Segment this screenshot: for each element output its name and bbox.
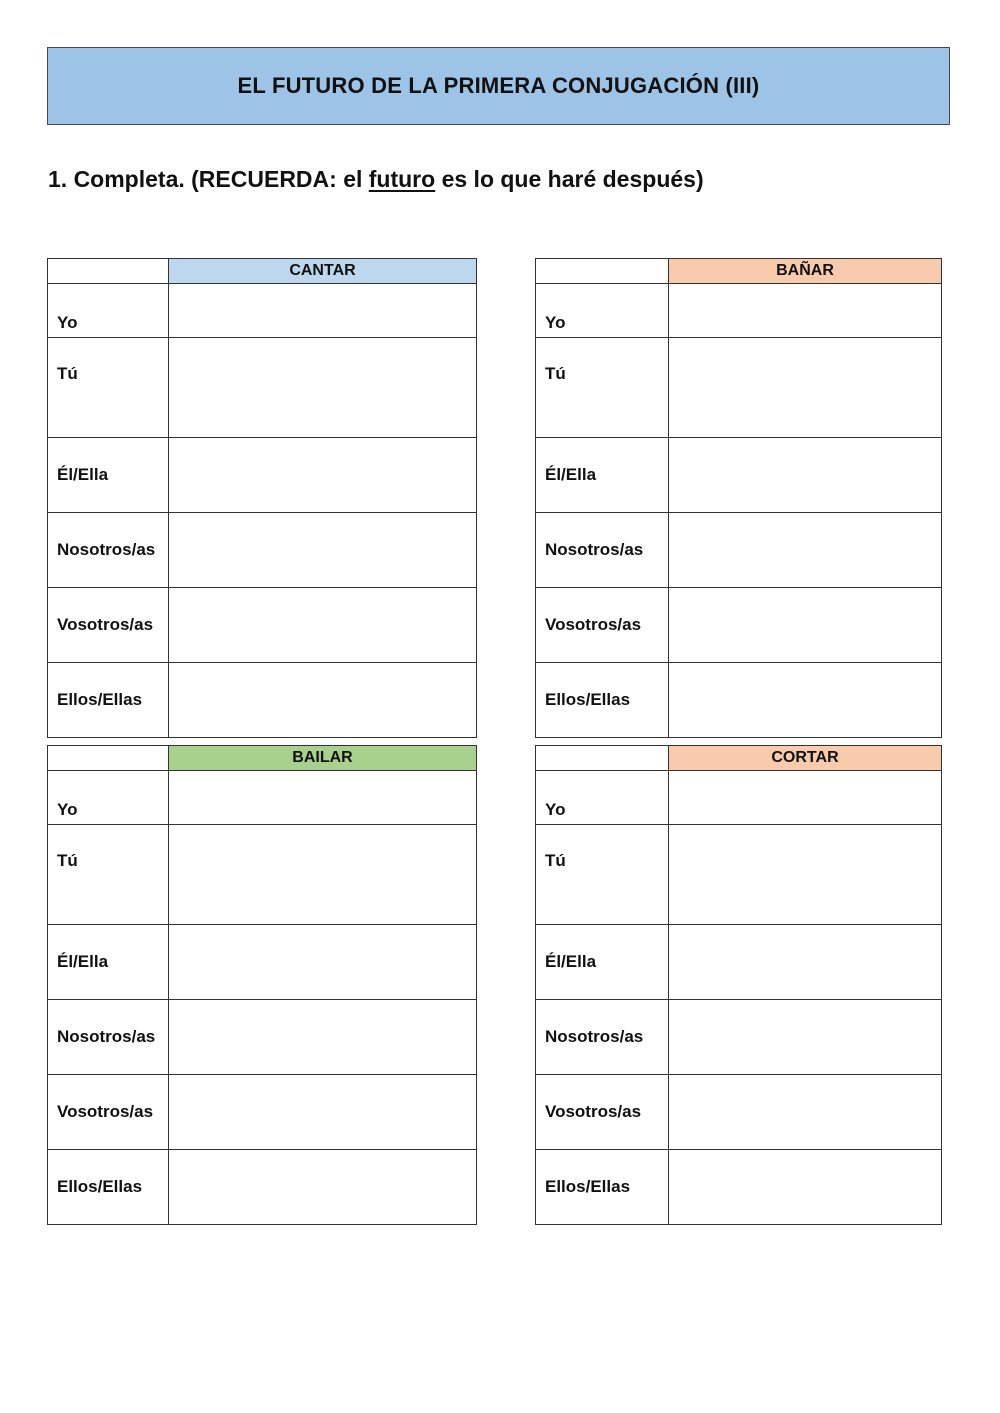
header-blank [48, 746, 169, 771]
pronoun-label: Nosotros/as [536, 1000, 669, 1075]
pronoun-label: Vosotros/as [48, 1075, 169, 1150]
answer-cell[interactable] [669, 925, 942, 1000]
pronoun-label: Ellos/Ellas [48, 1150, 169, 1225]
answer-cell[interactable] [669, 1150, 942, 1225]
pronoun-label: Él/Ella [536, 438, 669, 513]
pronoun-label: Tú [536, 338, 669, 438]
pronoun-label: Vosotros/as [536, 588, 669, 663]
answer-cell[interactable] [669, 825, 942, 925]
answer-cell[interactable] [669, 438, 942, 513]
table-cantar [47, 258, 477, 738]
answer-cell[interactable] [169, 438, 477, 513]
table-bailar [47, 745, 477, 1225]
pronoun-label: Yo [536, 284, 669, 338]
answer-cell[interactable] [169, 663, 477, 738]
pronoun-label: Él/Ella [48, 438, 169, 513]
answer-cell[interactable] [669, 771, 942, 825]
answer-cell[interactable] [169, 771, 477, 825]
answer-cell[interactable] [169, 588, 477, 663]
answer-cell[interactable] [669, 1075, 942, 1150]
pronoun-label: Él/Ella [536, 925, 669, 1000]
answer-cell[interactable] [669, 338, 942, 438]
instruction-suffix: es lo que haré después) [435, 166, 704, 192]
pronoun-label: Ellos/Ellas [536, 1150, 669, 1225]
answer-cell[interactable] [169, 1075, 477, 1150]
pronoun-label: Nosotros/as [536, 513, 669, 588]
answer-cell[interactable] [169, 1150, 477, 1225]
pronoun-label: Tú [48, 338, 169, 438]
answer-cell[interactable] [169, 284, 477, 338]
instruction [48, 166, 704, 193]
pronoun-label: Yo [536, 771, 669, 825]
pronoun-label: Nosotros/as [48, 513, 169, 588]
pronoun-label: Vosotros/as [48, 588, 169, 663]
pronoun-label: Nosotros/as [48, 1000, 169, 1075]
header-blank [48, 259, 169, 284]
verb-header: CORTAR [669, 746, 942, 771]
verb-header: BAÑAR [669, 259, 942, 284]
answer-cell[interactable] [669, 284, 942, 338]
answer-cell[interactable] [169, 825, 477, 925]
pronoun-label: Yo [48, 284, 169, 338]
instruction-underlined: futuro [368, 166, 436, 192]
answer-cell[interactable] [669, 588, 942, 663]
answer-cell[interactable] [669, 1000, 942, 1075]
answer-cell[interactable] [169, 338, 477, 438]
pronoun-label: Yo [48, 771, 169, 825]
instruction-prefix: 1. Completa. (RECUERDA: el [48, 166, 369, 192]
verb-header: BAILAR [169, 746, 477, 771]
answer-cell[interactable] [169, 1000, 477, 1075]
answer-cell[interactable] [169, 925, 477, 1000]
page-title: EL FUTURO DE LA PRIMERA CONJUGACIÓN (III) [47, 47, 950, 125]
answer-cell[interactable] [669, 513, 942, 588]
table-cortar [535, 745, 942, 1225]
table-banar [535, 258, 942, 738]
answer-cell[interactable] [669, 663, 942, 738]
answer-cell[interactable] [169, 513, 477, 588]
pronoun-label: Tú [48, 825, 169, 925]
pronoun-label: Él/Ella [48, 925, 169, 1000]
verb-header: CANTAR [169, 259, 477, 284]
header-blank [536, 259, 669, 284]
pronoun-label: Vosotros/as [536, 1075, 669, 1150]
pronoun-label: Ellos/Ellas [48, 663, 169, 738]
pronoun-label: Tú [536, 825, 669, 925]
header-blank [536, 746, 669, 771]
pronoun-label: Ellos/Ellas [536, 663, 669, 738]
